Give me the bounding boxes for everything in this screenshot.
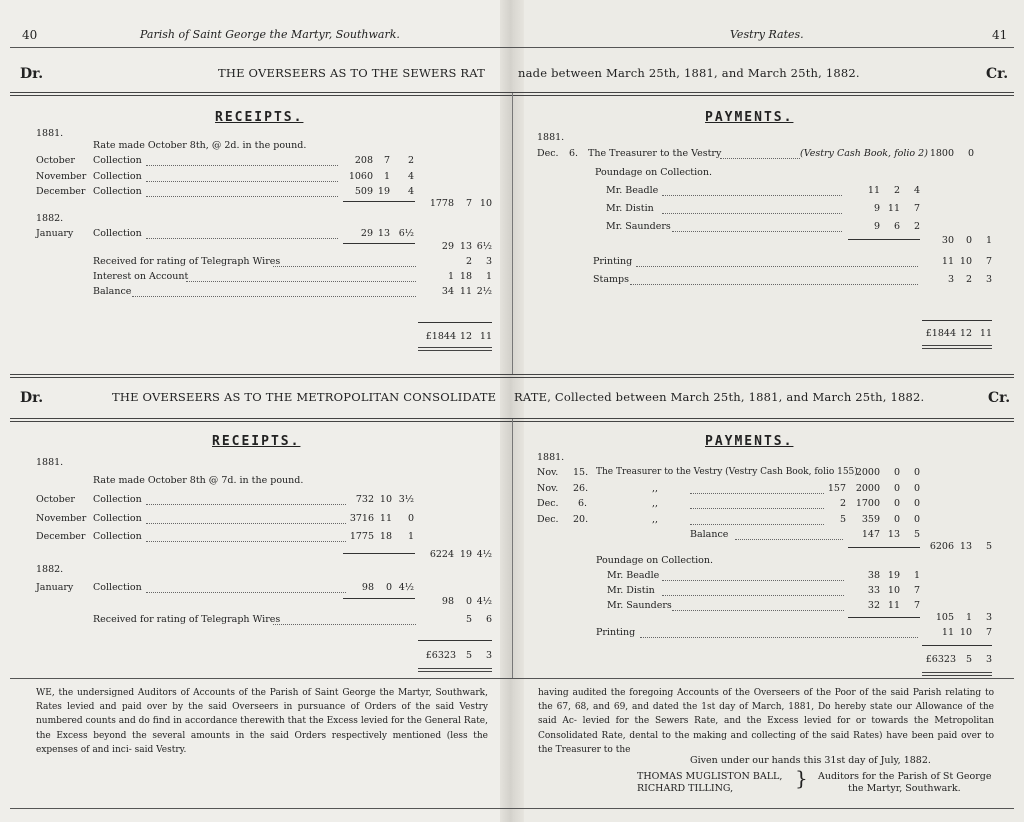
subtotal-pence: 5 [985, 541, 992, 552]
sewers-jan-label: Collection [93, 228, 142, 239]
amount-shillings: 0 [893, 467, 900, 478]
pay-day: 15. [573, 467, 589, 478]
officer-name: Mr. Saunders [606, 221, 671, 232]
subtotal-shillings: 13 [459, 241, 472, 252]
total-rule [922, 645, 992, 646]
leader-dots [186, 281, 416, 282]
amount-shillings: 0 [893, 514, 900, 525]
amount-shillings: 2 [893, 185, 900, 196]
amount-pence: 4 [407, 186, 414, 197]
amount-pence: 3½ [398, 494, 414, 505]
audit-top-rule [10, 678, 1014, 679]
subtotal-shillings: 13 [959, 541, 972, 552]
sewers-title-left: THE OVERSEERS AS TO THE SEWERS RAT [218, 66, 486, 80]
metro-cr: Cr. [988, 390, 1011, 406]
metro-title-right: RATE, Collected between March 25th, 1881, and March 25th, 1882. [514, 390, 925, 404]
sewers-rate-note: Rate made October 8th, @ 2d. in the pound. [93, 140, 307, 151]
amount-pounds: 33 [867, 585, 880, 596]
amount-shillings: 6 [893, 221, 900, 232]
amount-shillings: 0 [967, 148, 974, 159]
amount-pence: 6 [485, 614, 492, 625]
leader-dots [146, 196, 338, 197]
amount-pounds: 1700 [855, 498, 880, 509]
amount-pence: 7 [913, 585, 920, 596]
amount-pounds: 732 [355, 494, 374, 505]
metro-jan-label: Collection [93, 582, 142, 593]
sewers-receipts-total-pounds: £1844 [425, 331, 456, 342]
metro-year-1881: 1881. [36, 457, 64, 468]
amount-pence: 2 [913, 221, 920, 232]
pay-month: Dec. [537, 498, 559, 509]
amount-pounds: 1800 [929, 148, 954, 159]
leader-dots [273, 266, 416, 267]
amount-pence: 1 [913, 570, 920, 581]
leader-dots [146, 541, 346, 542]
audit-text-left: WE, the undersigned Auditors of Accounts of the Parish of Saint George the Martyr, Southwark, Rates levied and paid over by the said Overseers in pursuance of Orders of the said Vestry numbered counts and do find in accordance therewith that the Excess levied for the General Rate, the Excess beyond the several amounts in the said Orders respectively mentioned (less the expenses of and inci- said Vestry. [36, 688, 488, 755]
amount-shillings: 0 [893, 483, 900, 494]
leader-dots [273, 624, 416, 625]
officer-name: Mr. Distin [607, 585, 655, 596]
pay-label: The Treasurer to the Vestry (Vestry Cash Book, folio 155) [596, 467, 858, 477]
amount-pence: 1 [485, 271, 492, 282]
leader-dots [662, 580, 844, 581]
metro-payments-total-shillings: 5 [965, 654, 972, 665]
amount-pence: 0 [407, 513, 414, 524]
metro-year-1882: 1882. [36, 564, 64, 575]
leader-dots [146, 504, 346, 505]
bottom-rule [10, 808, 1014, 809]
leader-dots [735, 539, 843, 540]
amount-shillings: 10 [959, 627, 972, 638]
amount-pounds: 9 [873, 203, 880, 214]
amount-pence: 0 [913, 514, 920, 525]
metro-payments-total-pence: 3 [985, 654, 992, 665]
leader-dots [662, 195, 842, 196]
amount-pounds: 9 [873, 221, 880, 232]
pay-folio: 2 [839, 498, 846, 509]
sewers-year-1881: 1881. [36, 128, 64, 139]
pay-folio: 157 [827, 483, 846, 494]
leader-dots [640, 637, 918, 638]
sewers-receipts-total-shillings: 12 [459, 331, 472, 342]
subtotal-rule [343, 598, 415, 599]
metro-receipts-total-pounds: £6323 [425, 650, 456, 661]
pay-ditto: ,, [652, 498, 659, 509]
subtotal-shillings: 0 [465, 596, 472, 607]
amount-pounds: 2000 [855, 483, 880, 494]
metro-telegraph-label: Received for rating of Telegraph Wires [93, 614, 281, 625]
amount-pounds: 32 [867, 600, 880, 611]
sewers-row-month: October [36, 155, 75, 166]
leader-dots [146, 592, 346, 593]
metro-row-label: Collection [93, 531, 142, 542]
metro-receipts-total-shillings: 5 [465, 650, 472, 661]
sewers-row-label: Collection [93, 186, 142, 197]
pay-month: Nov. [537, 483, 559, 494]
metro-dr: Dr. [20, 390, 44, 406]
amount-pence: 4½ [398, 582, 414, 593]
sewers-interest-label: Interest on Account [93, 271, 189, 282]
metro-title-left: THE OVERSEERS AS TO THE METROPOLITAN CONSOLIDATE [112, 390, 497, 404]
amount-pounds: 1060 [348, 171, 373, 182]
sewers-payments-total-pounds: £1844 [925, 328, 956, 339]
subtotal-pounds: 98 [441, 596, 454, 607]
auditor-role-2: the Martyr, Southwark. [848, 783, 961, 794]
metro-pay-year: 1881. [537, 452, 565, 463]
sewers-treasurer-ref: (Vestry Cash Book, folio 2) [800, 148, 928, 159]
metro-balance-label: Balance [690, 529, 729, 540]
amount-pounds: 29 [360, 228, 373, 239]
amount-pounds: 147 [861, 529, 880, 540]
amount-pence: 3 [985, 274, 992, 285]
sewers-telegraph-label: Received for rating of Telegraph Wires [93, 256, 281, 267]
amount-shillings: 7 [383, 155, 390, 166]
pay-month: Nov. [537, 467, 559, 478]
sewers-pay-month: Dec. [537, 148, 559, 159]
pay-month: Dec. [537, 514, 559, 525]
total-double-rule [418, 668, 492, 672]
right-running-title: Vestry Rates. [730, 28, 804, 41]
amount-pounds: 1775 [349, 531, 374, 542]
pay-ditto: ,, [652, 483, 659, 494]
subtotal-rule [848, 547, 920, 548]
amount-shillings: 10 [887, 585, 900, 596]
amount-shillings: 18 [459, 271, 472, 282]
sewers-poundage: Poundage on Collection. [595, 167, 713, 178]
subtotal-rule [343, 201, 415, 202]
amount-pounds: 1 [447, 271, 454, 282]
subtotal-rule [848, 239, 920, 240]
sewers-receipts-heading: RECEIPTS. [215, 110, 304, 125]
amount-pence: 1 [407, 531, 414, 542]
amount-shillings: 19 [887, 570, 900, 581]
amount-pounds: 38 [867, 570, 880, 581]
subtotal-shillings: 0 [965, 235, 972, 246]
leader-dots [690, 524, 824, 525]
pay-ditto: ,, [652, 514, 659, 525]
metro-row-month: December [36, 531, 86, 542]
amount-pence: 0 [913, 467, 920, 478]
leader-dots [690, 508, 824, 509]
amount-shillings: 10 [959, 256, 972, 267]
metro-jan-month: January [36, 582, 74, 593]
subtotal-pence: 6½ [476, 241, 492, 252]
leader-dots [146, 238, 338, 239]
officer-name: Mr. Beadle [606, 185, 659, 196]
leader-dots [662, 595, 844, 596]
total-double-rule [922, 345, 992, 349]
leader-dots [146, 165, 338, 166]
amount-pence: 6½ [398, 228, 414, 239]
sewers-center-rule [512, 93, 513, 375]
amount-pence: 7 [985, 256, 992, 267]
right-page-number: 41 [992, 28, 1008, 42]
amount-pounds: 98 [361, 582, 374, 593]
brace-icon: } [795, 766, 808, 790]
pay-folio: 5 [839, 514, 846, 525]
amount-shillings: 5 [465, 614, 472, 625]
metro-poundage: Poundage on Collection. [596, 555, 714, 566]
leader-dots [146, 523, 346, 524]
left-running-title: Parish of Saint George the Martyr, Southwark. [140, 28, 400, 41]
officer-name: Mr. Beadle [607, 570, 660, 581]
amount-shillings: 11 [379, 513, 392, 524]
sewers-cr: Cr. [986, 66, 1009, 82]
section-divider [10, 374, 1014, 378]
officer-name: Mr. Saunders [607, 600, 672, 611]
leader-dots [636, 266, 918, 267]
subtotal-pounds: 30 [941, 235, 954, 246]
metro-payments-heading: PAYMENTS. [705, 434, 794, 449]
sewers-balance-label: Balance [93, 286, 132, 297]
subtotal-pence: 10 [479, 198, 492, 209]
subtotal-pence: 1 [985, 235, 992, 246]
amount-pounds: 509 [354, 186, 373, 197]
amount-shillings: 2 [465, 256, 472, 267]
subtotal-rule [343, 243, 415, 244]
sewers-payments-heading: PAYMENTS. [705, 110, 794, 125]
amount-shillings: 13 [887, 529, 900, 540]
sewers-treasurer-label: The Treasurer to the Vestry [588, 148, 722, 159]
metro-rate-note: Rate made October 8th @ 7d. in the pound. [93, 475, 304, 486]
leader-dots [662, 213, 842, 214]
amount-pence: 5 [913, 529, 920, 540]
amount-pence: 3 [485, 256, 492, 267]
signer-1: THOMAS MUGLISTON BALL, [637, 771, 783, 782]
metro-row-month: November [36, 513, 87, 524]
amount-shillings: 11 [887, 203, 900, 214]
audit-text-right: having audited the foregoing Accounts of the Overseers of the Poor of the said Parish relating to the 67, 68, and 69, and dated the 1st day of March, 1881, Do hereby state our Allowance of the said Ac- levied for the Sewers Rate, and the Excess levied for or towards the Metropolitan Consolidated Rate, dental to the making and collecting of the said Rates) have been paid over to the Treasurer to the [538, 688, 994, 755]
subtotal-pounds: 29 [441, 241, 454, 252]
subtotal-pence: 4½ [476, 596, 492, 607]
sewers-payments-total-shillings: 12 [959, 328, 972, 339]
amount-pounds: 359 [861, 514, 880, 525]
amount-shillings: 0 [893, 498, 900, 509]
metro-printing-label: Printing [596, 627, 636, 638]
subtotal-shillings: 1 [965, 612, 972, 623]
sewers-printing-label: Printing [593, 256, 633, 267]
amount-pence: 7 [913, 600, 920, 611]
subtotal-shillings: 19 [459, 549, 472, 560]
sewers-dr: Dr. [20, 66, 44, 82]
leader-dots [720, 158, 800, 159]
signer-2: RICHARD TILLING, [637, 783, 734, 794]
officer-name: Mr. Distin [606, 203, 654, 214]
amount-shillings: 2 [965, 274, 972, 285]
leader-dots [146, 181, 338, 182]
metro-payments-total-pounds: £6323 [925, 654, 956, 665]
sewers-row-month: November [36, 171, 87, 182]
metro-receipts-total-pence: 3 [485, 650, 492, 661]
leader-dots [672, 610, 844, 611]
amount-pounds: 11 [941, 627, 954, 638]
total-rule [418, 322, 492, 323]
header-rule [10, 47, 1014, 48]
sewers-row-month: December [36, 186, 86, 197]
leader-dots [672, 231, 842, 232]
metro-row-label: Collection [93, 494, 142, 505]
amount-pounds: 2000 [855, 467, 880, 478]
sewers-row-label: Collection [93, 171, 142, 182]
amount-pounds: 208 [354, 155, 373, 166]
metro-receipts-heading: RECEIPTS. [212, 434, 301, 449]
subtotal-pence: 4½ [476, 549, 492, 560]
total-double-rule [922, 672, 992, 676]
leader-dots [690, 493, 824, 494]
total-rule [922, 320, 992, 321]
amount-shillings: 11 [887, 600, 900, 611]
amount-shillings: 13 [377, 228, 390, 239]
auditor-role-1: Auditors for the Parish of St George [818, 771, 992, 782]
amount-shillings: 18 [379, 531, 392, 542]
amount-shillings: 1 [383, 171, 390, 182]
amount-pounds: 34 [441, 286, 454, 297]
pay-day: 26. [573, 483, 589, 494]
amount-pounds: 11 [867, 185, 880, 196]
metro-center-rule [512, 419, 513, 679]
amount-pence: 4 [913, 185, 920, 196]
amount-shillings: 11 [459, 286, 472, 297]
sewers-stamps-label: Stamps [593, 274, 629, 285]
amount-pence: 7 [913, 203, 920, 214]
amount-pence: 4 [407, 171, 414, 182]
amount-pounds: 3 [947, 274, 954, 285]
sewers-payments-total-pence: 11 [979, 328, 992, 339]
metro-row-month: October [36, 494, 75, 505]
pay-day: 20. [573, 514, 589, 525]
pay-day: 6. [578, 498, 588, 509]
metro-row-label: Collection [93, 513, 142, 524]
subtotal-shillings: 7 [465, 198, 472, 209]
amount-pounds: 11 [941, 256, 954, 267]
left-page-number: 40 [22, 28, 38, 42]
subtotal-pounds: 105 [935, 612, 954, 623]
total-rule [418, 640, 492, 641]
sewers-title-right: nade between March 25th, 1881, and March 25th, 1882. [518, 66, 860, 80]
sewers-row-label: Collection [93, 155, 142, 166]
leader-dots [132, 296, 416, 297]
sewers-year-1882: 1882. [36, 213, 64, 224]
amount-pence: 0 [913, 483, 920, 494]
sewers-receipts-total-pence: 11 [479, 331, 492, 342]
sewers-pay-day: 6. [569, 148, 579, 159]
amount-pence: 7 [985, 627, 992, 638]
subtotal-rule [343, 553, 415, 554]
subtotal-rule [848, 617, 920, 618]
subtotal-pounds: 6224 [429, 549, 454, 560]
amount-pence: 0 [913, 498, 920, 509]
amount-shillings: 0 [385, 582, 392, 593]
amount-pence: 2 [407, 155, 414, 166]
total-double-rule [418, 347, 492, 351]
sewers-jan-month: January [36, 228, 74, 239]
subtotal-pounds: 6206 [929, 541, 954, 552]
amount-pence: 2½ [476, 286, 492, 297]
subtotal-pence: 3 [985, 612, 992, 623]
amount-shillings: 10 [379, 494, 392, 505]
leader-dots [630, 284, 918, 285]
sewers-pay-year: 1881. [537, 132, 565, 143]
amount-pounds: 3716 [349, 513, 374, 524]
amount-shillings: 19 [377, 186, 390, 197]
subtotal-pounds: 1778 [429, 198, 454, 209]
audit-given: Given under our hands this 31st day of July, 1882. [690, 755, 931, 766]
